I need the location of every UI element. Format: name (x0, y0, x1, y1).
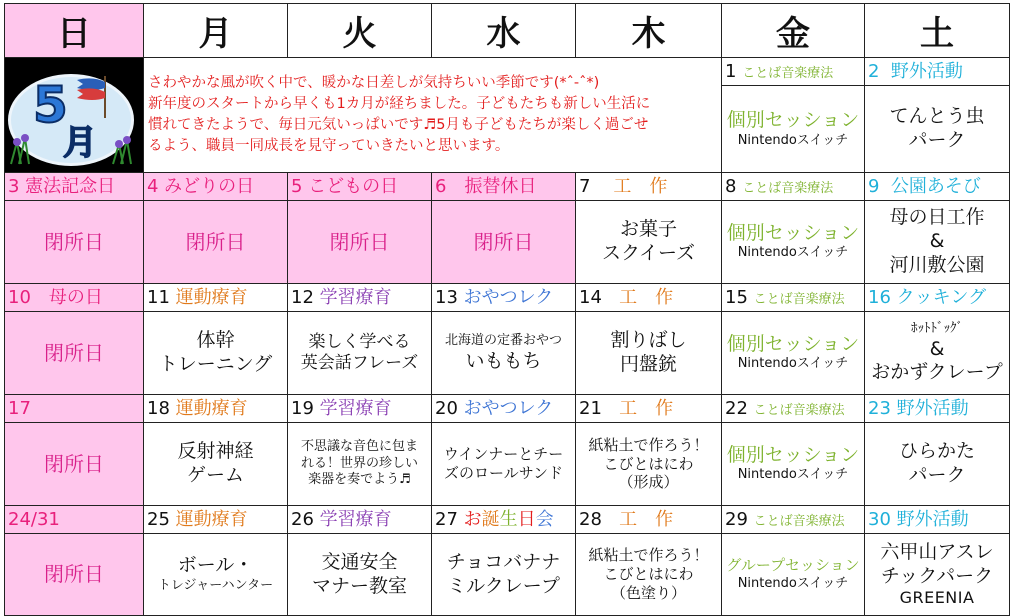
weekday-thursday: 木 (576, 4, 722, 58)
activity-label: 工 作 (619, 508, 674, 530)
day-13-body (432, 312, 576, 395)
activity-label: ことば音楽療法 (753, 291, 845, 307)
day-12-body (288, 312, 432, 395)
activity-line: 不思議な音色に包ま (300, 438, 418, 454)
weekday-sunday: 日 (5, 4, 144, 58)
day-11-body (144, 312, 288, 395)
day-15-body (722, 312, 865, 395)
day-number: 22 (725, 397, 748, 419)
day-8-body (722, 201, 865, 284)
session-sub: Nintendoスイッチ (737, 467, 849, 483)
activity-line: ひらかた (898, 440, 975, 463)
activity-line: 楽しく学べる (308, 331, 411, 352)
activity-line: & (929, 230, 945, 253)
day-number: 28 (579, 508, 602, 530)
day-21-body (576, 423, 722, 506)
day-1-head (722, 58, 865, 86)
activity-label: ことば音楽療法 (742, 65, 834, 81)
greeting-line: るよう、職員一同成長を見守っていきたいと思います。 (148, 138, 510, 155)
activity-label: 運動療育 (175, 397, 248, 419)
week-3-body-row (5, 312, 1010, 395)
activity-line: 英会話フレーズ (300, 353, 419, 373)
activity-line: こびとはにわ (603, 565, 694, 584)
label-char: 会 (535, 508, 554, 530)
day-5-head: 5 こどもの日 (288, 173, 432, 201)
activity-line: 紙粘土で作ろう！ (588, 546, 709, 565)
day-2-head (865, 58, 1010, 86)
day-number: 1 (725, 60, 737, 82)
day-number: 11 (147, 286, 170, 308)
activity-line: ウインナーとチー (443, 445, 564, 464)
week-5-head-row (5, 506, 1010, 534)
day-10-head: 10 母の日 (5, 284, 144, 312)
activity-line: GREENIA (899, 588, 975, 608)
week-3-head-row (5, 284, 1010, 312)
day-29-body (722, 534, 865, 616)
label-char: 生 (499, 508, 518, 530)
weekday-wednesday: 水 (432, 4, 576, 58)
activity-label: おやつレク (463, 397, 554, 419)
day-30-body (865, 534, 1010, 616)
activity-line: てんとう虫 (889, 105, 985, 128)
day-2-body (865, 86, 1010, 173)
day-18-head (144, 395, 288, 423)
day-17-body: 閉所日 (5, 423, 144, 506)
session-sub: Nintendoスイッチ (737, 132, 849, 148)
day-12-head (288, 284, 432, 312)
day-19-head (288, 395, 432, 423)
day-3-body: 閉所日 (5, 201, 144, 284)
day-14-body (576, 312, 722, 395)
activity-line: トレーニング (158, 353, 273, 375)
day-16-body (865, 312, 1010, 395)
day-21-head (576, 395, 722, 423)
activity-line: 六甲山アスレ (880, 540, 994, 563)
day-number: 26 (291, 508, 314, 530)
session-title: グループセッション (726, 556, 860, 575)
weekday-saturday: 土 (865, 4, 1010, 58)
day-9-head (865, 173, 1010, 201)
activity-label: おやつレク (463, 286, 554, 308)
day-20-head (432, 395, 576, 423)
greeting-line: 慣れてきたようで、毎日元気いっぱいです♬5月も子どもたちが楽しく過ごせ (148, 117, 649, 133)
activity-line: 円盤銃 (619, 353, 677, 375)
day-23-head (865, 395, 1010, 423)
day-number: 13 (435, 286, 458, 308)
activity-line: 紙粘土で作ろう！ (588, 435, 709, 454)
activity-label: 工 作 (613, 175, 668, 197)
day-4-body: 閉所日 (144, 201, 288, 284)
week-4-head-row (5, 395, 1010, 423)
activity-line: ゲーム (186, 464, 244, 486)
day-6-body: 閉所日 (432, 201, 576, 284)
day-25-body (144, 534, 288, 616)
activity-line: （形成） (618, 473, 679, 492)
day-11-head (144, 284, 288, 312)
day-7-head (576, 173, 722, 201)
activity-label: 野外活動 (890, 60, 963, 82)
activity-line: ボール・ (177, 554, 254, 577)
day-3-head: 3 憲法記念日 (5, 173, 144, 201)
activity-label: クッキング (896, 286, 987, 308)
activity-line: ﾎｯﾄﾄﾞｯｸﾞ (911, 320, 963, 336)
calendar-table (4, 3, 1010, 616)
day-19-body (288, 423, 432, 506)
day-26-body (288, 534, 432, 616)
label-char: お (463, 508, 482, 530)
activity-label: 学習療育 (319, 397, 392, 419)
activity-label: 野外活動 (896, 397, 969, 419)
session-title: 個別セッション (726, 443, 860, 466)
activity-line: ミルクレープ (447, 574, 560, 597)
day-5-body: 閉所日 (288, 201, 432, 284)
day-16-head (865, 284, 1010, 312)
activity-line: おかずクレープ (871, 361, 1003, 384)
activity-label: ことば音楽療法 (742, 180, 834, 196)
session-title: 個別セッション (726, 108, 860, 131)
activity-label: 工 作 (619, 397, 674, 419)
day-number: 25 (147, 508, 170, 530)
day-9-body (865, 201, 1010, 284)
activity-line: チックパーク (880, 564, 994, 587)
activity-label: 学習療育 (319, 286, 392, 308)
activity-line: 体幹 (196, 329, 235, 352)
day-number: 12 (291, 286, 314, 308)
week-2-head-row (5, 173, 1010, 201)
activity-line: 割りばし (610, 329, 687, 352)
day-7-body (576, 201, 722, 284)
day-24-31-head: 24/31 (5, 506, 144, 534)
session-title: 個別セッション (726, 332, 860, 355)
day-24-31-body: 閉所日 (5, 534, 144, 616)
activity-label: 公園あそび (890, 175, 981, 197)
day-13-head (432, 284, 576, 312)
day-number: 15 (725, 286, 748, 308)
week-5-body-row (5, 534, 1010, 616)
day-22-head (722, 395, 865, 423)
logo-number: 5 (33, 76, 68, 134)
day-number: 27 (435, 508, 458, 530)
greeting-message (144, 58, 722, 173)
day-22-body (722, 423, 865, 506)
activity-line: チョコバナナ (446, 550, 561, 573)
activity-line: れる！世界の珍しい (300, 455, 418, 471)
session-sub: Nintendoスイッチ (737, 356, 849, 372)
day-14-head (576, 284, 722, 312)
activity-line: ズのロールサンド (444, 464, 563, 482)
day-27-body (432, 534, 576, 616)
logo-kanji: 月 (63, 123, 97, 163)
day-number: 21 (579, 397, 602, 419)
week-1-head-row (5, 58, 1010, 86)
greeting-line: さわやかな風が吹く中で、暖かな日差しが気持ちいい季節です(*ˆ-ˆ*) (148, 74, 600, 91)
activity-label: 野外活動 (896, 508, 969, 530)
day-25-head (144, 506, 288, 534)
koinobori-logo-icon (5, 58, 143, 168)
activity-label: 運動療育 (175, 508, 248, 530)
activity-label: 工 作 (619, 286, 674, 308)
weekday-friday: 金 (722, 4, 865, 58)
day-number: 19 (291, 397, 314, 419)
day-10-body: 閉所日 (5, 312, 144, 395)
day-number: 14 (579, 286, 602, 308)
month-logo (5, 58, 144, 173)
day-1-body (722, 86, 865, 173)
day-29-head (722, 506, 865, 534)
day-number: 29 (725, 508, 748, 530)
activity-label: ことば音楽療法 (753, 402, 845, 418)
day-number: 20 (435, 397, 458, 419)
activity-line: トレジャーハンター (157, 577, 274, 593)
activity-label: ことば音楽療法 (753, 513, 845, 529)
activity-line: 反射神経 (177, 440, 254, 463)
day-28-head (576, 506, 722, 534)
activity-line: & (929, 337, 945, 360)
weekday-monday: 月 (144, 4, 288, 58)
day-26-head (288, 506, 432, 534)
weekday-header-row (5, 4, 1010, 58)
day-8-head (722, 173, 865, 201)
weekday-tuesday: 火 (288, 4, 432, 58)
day-27-head (432, 506, 576, 534)
activity-line: パーク (908, 129, 966, 152)
day-number: 7 (579, 175, 591, 197)
activity-line: お菓子 (619, 218, 677, 241)
day-17-head: 17 (5, 395, 144, 423)
day-number: 18 (147, 397, 170, 419)
day-23-body (865, 423, 1010, 506)
day-number: 23 (868, 397, 891, 419)
day-18-body (144, 423, 288, 506)
session-title: 個別セッション (726, 221, 860, 244)
activity-label: 学習療育 (319, 508, 392, 530)
day-15-head (722, 284, 865, 312)
session-sub: Nintendoスイッチ (737, 575, 849, 591)
activity-label: 運動療育 (175, 286, 248, 308)
day-28-body (576, 534, 722, 616)
activity-line: 北海道の定番おやつ (444, 332, 562, 348)
session-sub: Nintendoスイッチ (737, 245, 849, 261)
week-2-body-row (5, 201, 1010, 284)
day-4-head: 4 みどりの日 (144, 173, 288, 201)
activity-line: 楽器を奏でよう♬ (308, 472, 411, 488)
greeting-line: 新年度のスタートから早くも1カ月が経ちました。子どもたちも新しい生活に (148, 95, 651, 112)
day-number: 16 (868, 286, 891, 308)
day-number: 30 (868, 508, 891, 530)
day-20-body (432, 423, 576, 506)
day-30-head (865, 506, 1010, 534)
day-6-head: 6 振替休日 (432, 173, 576, 201)
day-number: 9 (868, 175, 880, 197)
label-char: 日 (517, 508, 536, 530)
activity-line: （色塗り） (610, 583, 686, 602)
activity-line: 河川敷公園 (889, 253, 985, 276)
activity-line: いももち (465, 349, 542, 372)
label-char: 誕 (481, 508, 500, 530)
activity-line: 母の日工作 (889, 206, 985, 229)
day-number: 8 (725, 175, 737, 197)
activity-line: 交通安全 (321, 550, 398, 573)
activity-line: こびとはにわ (603, 454, 694, 473)
activity-line: マナー教室 (311, 574, 407, 597)
activity-line: パーク (908, 464, 966, 486)
week-4-body-row (5, 423, 1010, 506)
activity-line: スクイーズ (601, 242, 696, 264)
day-number: 2 (868, 60, 880, 82)
